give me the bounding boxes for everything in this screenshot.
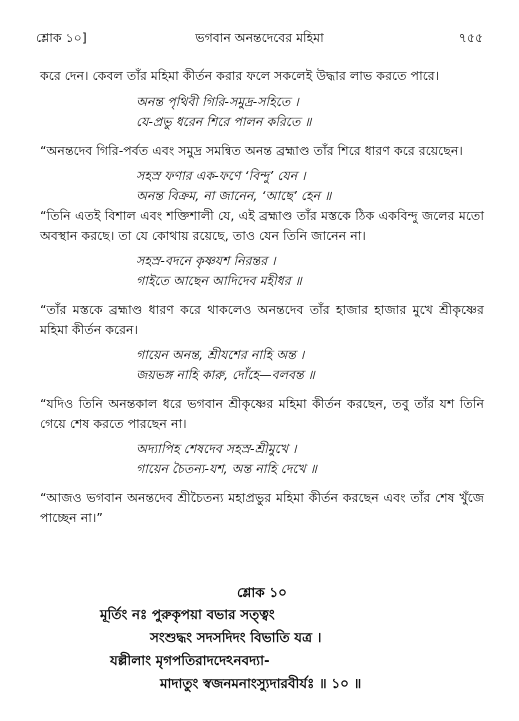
verse-4-line-2: জয়ভঙ্গ নাহি কারু, দোঁহে—বলবন্ত ॥ (136, 367, 315, 382)
page-number: ৭৫৫ (458, 30, 483, 45)
verse-5-line-1: অদ্যাপিহ শেষদেব সহস্র-শ্রীমুখে । (136, 441, 297, 456)
running-header (36, 30, 483, 50)
page-body (40, 66, 484, 527)
paragraph-4: “তাঁর মস্তকে ব্রহ্মাণ্ড ধারণ করে থাকলেও অনন্তদেব তাঁর হাজার হাজার মুখে শ্রীকৃষ্ণের মহিমা কীর্তন করেন। (40, 302, 484, 337)
header-verse-ref: শ্লোক ১০] (36, 30, 87, 45)
verse-4-line-1: গায়েন অনন্ত, শ্রীযশের নাহি অন্ত । (136, 347, 305, 362)
verse-1-line-1: অনন্ত পৃথিবী গিরি-সমুদ্র-সহিতে । (136, 93, 299, 109)
verse-3-line-1: সহস্র-বদনে কৃষ্ণযশ নিরন্তর । (136, 253, 276, 268)
sanskrit-verse-block (40, 582, 484, 696)
paragraph-1: করে দেন। কেবল তাঁর মহিমা কীর্তন করার ফলে সকলেই উদ্ধার লাভ করতে পারে। (40, 68, 440, 83)
sloka-line-1: মূর্তিং নঃ পুরুকৃপয়া বভার সত্ত্বং (100, 607, 275, 623)
sloka-line-3: যল্লীলাং মৃগপতিরাদদেঽনবদ্যা- (110, 653, 270, 669)
sloka-title: শ্লোক ১০ (237, 585, 287, 601)
paragraph-6: “আজও ভগবান অনন্তদেব শ্রীচৈতন্য মহাপ্রভুর মহিমা কীর্তন করছেন এবং তাঁর শেষ খুঁজে পাচ্ছেন না।” (40, 490, 484, 525)
verse-2-line-1: সহস্র ফণার এক-ফণে ‘বিন্দু’ যেন । (136, 168, 306, 183)
sloka-line-2: সংশুদ্ধং সদসদিদং বিভাতি যত্র । (150, 630, 322, 646)
verse-5-line-2: গায়েন চৈতন্য-যশ, অন্ত নাহি দেখে ॥ (136, 461, 317, 476)
sloka-line-4: মাদাতুং স্বজনমনাংস্যুদারবীর্যঃ ॥ ১০ ॥ (160, 676, 362, 692)
header-chapter-title: ভগবান অনন্তদেবের মহিমা (195, 30, 324, 45)
verse-3-line-2: গাইতে আছেন আদিদেব মহীধর ॥ (136, 273, 302, 288)
paragraph-3: “তিনি এতই বিশাল এবং শক্তিশালী যে, এই ব্রহ্মাণ্ড তাঁর মস্তকে ঠিক একবিন্দু জলের মতো অবস্থান করছে। তা যে কোথায় রয়েছে, তাও যেন তিনি জানেন না। (40, 208, 484, 243)
paragraph-2: “অনন্তদেব গিরি-পর্বত এবং সমুদ্র সমন্বিত অনন্ত ব্রহ্মাণ্ড তাঁর শিরে ধারণ করে রয়েছেন। (40, 142, 463, 158)
paragraph-5: “যদিও তিনি অনন্তকাল ধরে ভগবান শ্রীকৃষ্ণের মহিমা কীর্তন করছেন, তবু তাঁর যশ তিনি গেয়ে শেষ করতে পারছেন না। (40, 396, 484, 431)
verse-1-line-2: যে-প্রভু ধরেন শিরে পালন করিতে ॥ (136, 113, 312, 129)
verse-2-line-2: অনন্ত বিক্রম, না জানেন, ‘আছে’ হেন ॥ (136, 188, 332, 203)
